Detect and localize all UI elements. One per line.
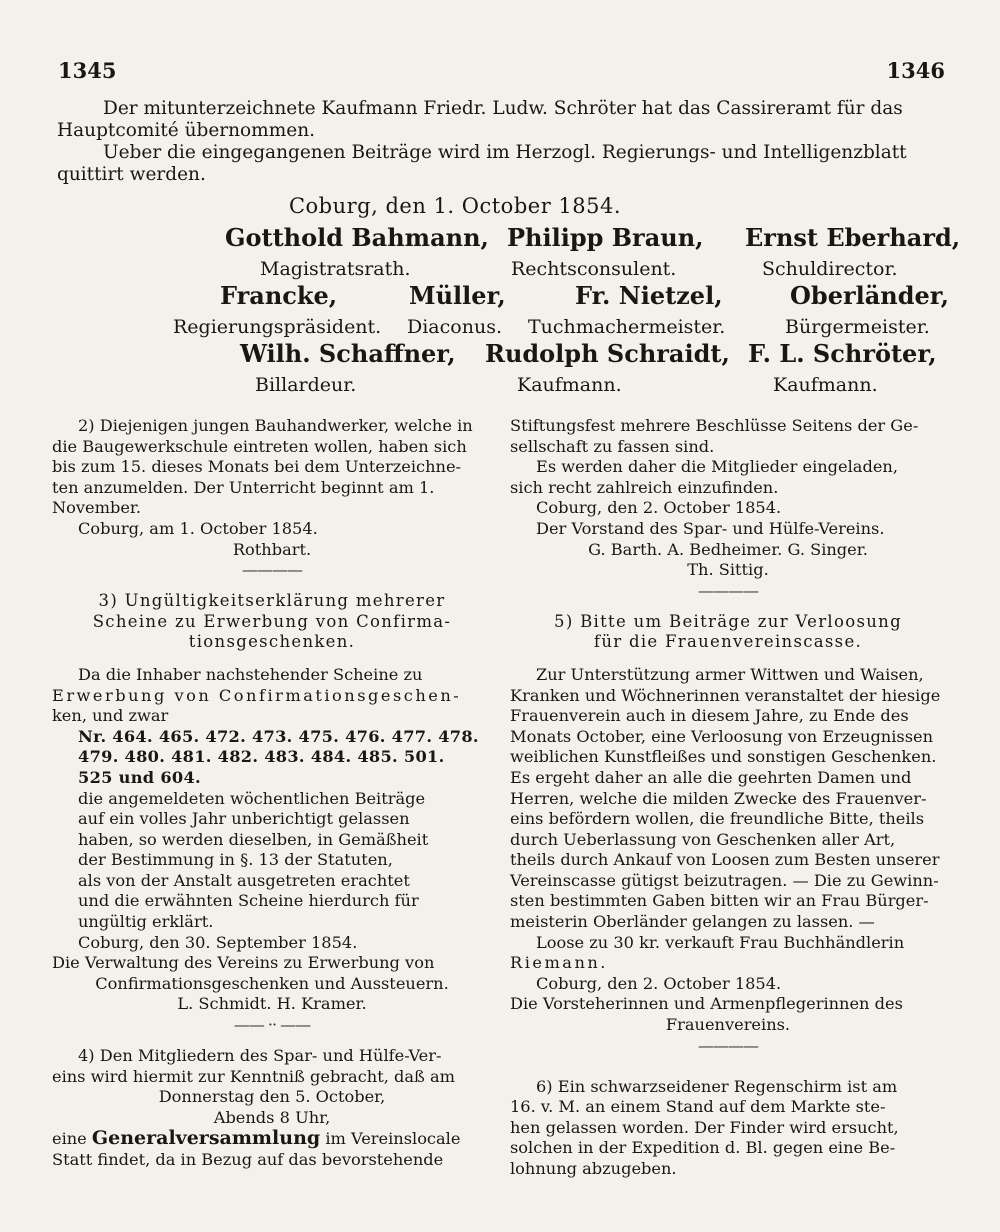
spacer bbox=[52, 579, 492, 591]
spacer bbox=[510, 1055, 946, 1077]
section-divider: ———— bbox=[242, 560, 302, 580]
notice-4-continued bbox=[510, 416, 946, 581]
signature: Die Verwaltung des Vereins zu Erwerbung von bbox=[52, 953, 435, 973]
signatory-title: Magistratsrath. bbox=[260, 258, 411, 280]
notice-heading: 3) Ungültigkeitserklärung mehrerer bbox=[98, 591, 446, 611]
number-list: 479. 480. 481. 482. 483. 484. 485. 501. bbox=[78, 747, 445, 767]
signature: L. Schmidt. H. Kramer. bbox=[177, 994, 367, 1014]
top-line: quittirt werden. bbox=[57, 164, 206, 185]
text-line: durch Ueberlassung von Geschenken aller Art, bbox=[510, 829, 896, 849]
text-line: meisterin Oberländer gelangen zu lassen. — bbox=[510, 912, 875, 932]
section-divider: ———— bbox=[698, 580, 758, 600]
text-line: und die erwähnten Scheine hierdurch für bbox=[78, 891, 419, 911]
section-divider: ———— bbox=[698, 1035, 758, 1055]
signatory-name: Müller, bbox=[409, 281, 506, 310]
left-column bbox=[52, 416, 492, 1171]
signatory-name: Ernst Eberhard, bbox=[745, 223, 961, 252]
signatory-name: Wilh. Schaffner, bbox=[240, 339, 456, 368]
number-list: Nr. 464. 465. 472. 473. 475. 476. 477. 478. bbox=[78, 726, 479, 746]
signatory-name: Oberländer, bbox=[790, 281, 950, 310]
signatory-name: Philipp Braun, bbox=[507, 223, 704, 252]
text-line: 6) Ein schwarzseidener Regenschirm ist am bbox=[536, 1076, 898, 1096]
text-line: lohnung abzugeben. bbox=[510, 1159, 677, 1178]
dateline: Coburg, am 1. October 1854. bbox=[78, 518, 318, 538]
text-fragment: eine bbox=[52, 1129, 87, 1149]
text-line: Vereinscasse gütigst beizutragen. — Die zu Gewinn- bbox=[510, 870, 939, 890]
page-number-right: 1346 bbox=[886, 58, 945, 83]
signature: Th. Sittig. bbox=[687, 560, 769, 580]
spacer bbox=[52, 1034, 492, 1046]
text-line: Kranken und Wöchnerinnen veranstaltet der hiesige bbox=[510, 685, 941, 705]
text-line: Es ergeht daher an alle die geehrten Damen und bbox=[510, 767, 912, 787]
text-line: ken, und zwar bbox=[52, 706, 169, 726]
top-line: Hauptcomité übernommen. bbox=[57, 120, 316, 141]
number-list: 525 und 604. bbox=[78, 767, 201, 787]
signatory-name: Gotthold Bahmann, bbox=[225, 223, 489, 252]
signature: Rothbart. bbox=[232, 539, 312, 559]
signatory-name: Fr. Nietzel, bbox=[575, 281, 723, 310]
signatory-title: Tuchmachermeister. bbox=[528, 316, 726, 338]
spacer bbox=[510, 653, 946, 665]
text-line: Riemann. bbox=[510, 953, 608, 973]
signatory-title: Regierungspräsident. bbox=[173, 316, 382, 338]
text-line: auf ein volles Jahr unberichtigt gelassen bbox=[78, 809, 410, 829]
dateline: Coburg, den 2. October 1854. bbox=[536, 498, 782, 518]
notice-6 bbox=[510, 1077, 946, 1180]
text-fragment: im Vereinslocale bbox=[325, 1129, 461, 1149]
text-line: bis zum 15. dieses Monats bei dem Unterzeichne- bbox=[52, 457, 461, 477]
text-line: Stiftungsfest mehrere Beschlüsse Seitens der Ge- bbox=[510, 416, 919, 435]
text-line: Frauenverein auch in diesem Jahre, zu Ende des bbox=[510, 706, 909, 726]
text-line: Erwerbung von Confirmationsgeschen- bbox=[52, 685, 462, 705]
text-line: 2) Diejenigen jungen Bauhandwerker, welche in bbox=[78, 416, 473, 435]
page-number-left: 1345 bbox=[58, 58, 117, 83]
signature: Die Vorsteherinnen und Armenpflegerinnen des bbox=[510, 994, 903, 1014]
text-line: Monats October, eine Verloosung von Erzeugnissen bbox=[510, 726, 934, 746]
signatory-name: Francke, bbox=[220, 281, 338, 310]
signatory-name: F. L. Schröter, bbox=[748, 339, 937, 368]
dateline: Coburg, den 30. September 1854. bbox=[78, 932, 358, 952]
signatory-title: Rechtsconsulent. bbox=[511, 258, 677, 280]
text-line: die Baugewerkschule eintreten wollen, haben sich bbox=[52, 436, 467, 456]
text-line bbox=[52, 1128, 492, 1150]
text-line: weiblichen Kunstfleißes und sonstigen Geschenken. bbox=[510, 747, 937, 767]
text-line: eins wird hiermit zur Kenntniß gebracht, daß am bbox=[52, 1066, 455, 1086]
notice-5 bbox=[510, 612, 946, 1036]
signatory-title: Kaufmann. bbox=[773, 374, 878, 396]
signatory-title: Billardeur. bbox=[255, 374, 357, 396]
top-dateline: Coburg, den 1. October 1854. bbox=[288, 194, 622, 218]
dateline: Coburg, den 2. October 1854. bbox=[536, 973, 782, 993]
text-line: Herren, welche die milden Zwecke des Frauenver- bbox=[510, 788, 927, 808]
emphasis-text: Generalversammlung bbox=[91, 1127, 321, 1150]
signature: Confirmationsgeschenken und Aussteuern. bbox=[95, 973, 449, 993]
text-line: der Bestimmung in §. 13 der Statuten, bbox=[78, 850, 393, 870]
text-line: Statt findet, da in Bezug auf das bevorstehende bbox=[52, 1150, 444, 1169]
text-line: eins befördern wollen, die freundliche Bitte, theils bbox=[510, 809, 925, 829]
text-line: November. bbox=[52, 498, 142, 518]
text-line: Loose zu 30 kr. verkauft Frau Buchhändlerin bbox=[536, 932, 905, 952]
text-line: 16. v. M. an einem Stand auf dem Markte ste- bbox=[510, 1097, 886, 1117]
text-line: haben, so werden dieselben, in Gemäßheit bbox=[78, 829, 429, 849]
notice-heading: tionsgeschenken. bbox=[188, 632, 356, 652]
text-line: sich recht zahlreich einzufinden. bbox=[510, 477, 779, 497]
signatory-title: Kaufmann. bbox=[517, 374, 622, 396]
text-line: ten anzumelden. Der Unterricht beginnt am 1. bbox=[52, 477, 435, 497]
signature: Der Vorstand des Spar- und Hülfe-Vereins. bbox=[536, 518, 885, 538]
signature: G. Barth. A. Bedheimer. G. Singer. bbox=[588, 539, 868, 559]
signatory-title: Diaconus. bbox=[407, 316, 502, 338]
spacer bbox=[52, 653, 492, 665]
top-announcement bbox=[55, 98, 961, 396]
notice-heading: für die Frauenvereinscasse. bbox=[593, 632, 863, 652]
text-line: theils durch Ankauf von Loosen zum Besten unserer bbox=[510, 850, 940, 870]
text-line: Donnerstag den 5. October, bbox=[158, 1087, 386, 1107]
signature: Frauenvereins. bbox=[665, 1015, 791, 1035]
signatory-name: Rudolph Schraidt, bbox=[485, 339, 730, 368]
text-line: Es werden daher die Mitglieder eingeladen, bbox=[536, 457, 898, 477]
notice-heading: 5) Bitte um Beiträge zur Verloosung bbox=[554, 611, 902, 631]
notice-2 bbox=[52, 416, 492, 560]
text-line: hen gelassen worden. Der Finder wird ersucht, bbox=[510, 1117, 899, 1137]
text-line: sellschaft zu fassen sind. bbox=[510, 436, 715, 456]
top-line: Der mitunterzeichnete Kaufmann Friedr. Ludw. Schröter hat das Cassireramt für das bbox=[103, 98, 903, 119]
text-line: Abends 8 Uhr, bbox=[213, 1107, 331, 1127]
notice-4 bbox=[52, 1046, 492, 1171]
right-column bbox=[510, 416, 946, 1180]
text-line: die angemeldeten wöchentlichen Beiträge bbox=[78, 788, 426, 808]
text-line: als von der Anstalt ausgetreten erachtet bbox=[78, 870, 410, 890]
section-divider: —— ·· —— bbox=[233, 1015, 311, 1035]
text-line: Da die Inhaber nachstehender Scheine zu bbox=[78, 664, 423, 684]
text-line: Zur Unterstützung armer Wittwen und Waisen, bbox=[536, 664, 924, 684]
notice-3 bbox=[52, 591, 492, 1015]
text-line: 4) Den Mitgliedern des Spar- und Hülfe-Ver- bbox=[78, 1046, 442, 1066]
text-line: ungültig erklärt. bbox=[78, 912, 214, 932]
text-line: sten bestimmten Gaben bitten wir an Frau Bürger- bbox=[510, 891, 929, 911]
notice-heading: Scheine zu Erwerbung von Confirma- bbox=[92, 611, 452, 631]
signatory-title: Schuldirector. bbox=[762, 258, 898, 280]
spacer bbox=[510, 600, 946, 612]
signatory-title: Bürgermeister. bbox=[785, 316, 930, 338]
top-line: Ueber die eingegangenen Beiträge wird im Herzogl. Regierungs- und Intelligenzblatt bbox=[103, 142, 907, 163]
text-line: solchen in der Expedition d. Bl. gegen eine Be- bbox=[510, 1138, 896, 1158]
